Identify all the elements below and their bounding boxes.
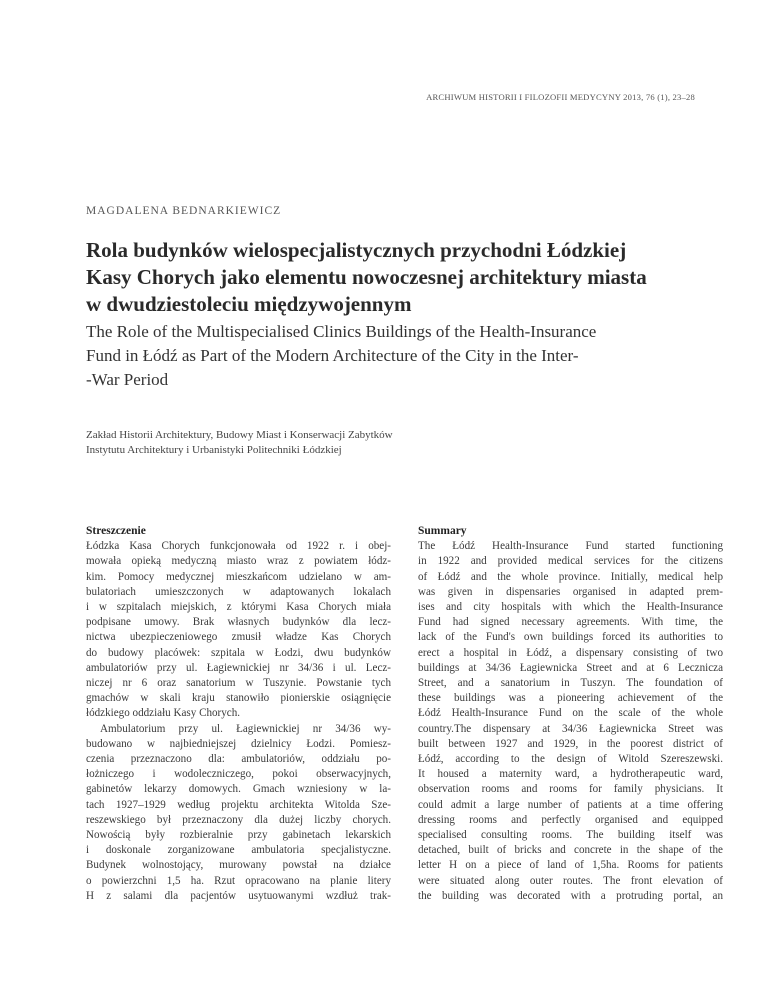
abstract-line: bulatoriach umieszczonych w adaptowanych lokalach <box>86 585 391 598</box>
abstract-line: Nowością były rozbieralnie przy gabinetach lekarskich <box>86 829 391 842</box>
abstract-line: in 1922 and provided medical services for the citizens <box>418 555 723 568</box>
abstract-line: H z salami dla pacjentów usytuowanymi wzdłuż trak- <box>86 889 391 902</box>
abstract-line: Łódź, according to the design of Witold Szereszewski. <box>418 753 723 766</box>
title-english-line: -War Period <box>86 370 169 389</box>
abstract-polish-heading: Streszczenie <box>86 525 146 537</box>
affiliation-line: Zakład Historii Architektury, Budowy Miast i Konserwacji Zabytków <box>86 429 393 441</box>
abstract-line: buildings at 34/36 Łagiewnicka Street and at 6 Lecznicza <box>418 661 723 674</box>
abstract-line: łożniczego i wodoleczniczego, pokoi obserwacyjnych, <box>86 768 391 781</box>
abstract-line: erect a hospital in Łódź, a dispensary consisting of two <box>418 646 723 659</box>
abstract-line: i doskonale zorganizowane ambulatoria specjalistyczne. <box>86 844 391 857</box>
abstract-line: kim. Pomocy medycznej mieszkańcom udzielano w am- <box>86 570 391 583</box>
abstract-line: lack of the Fund's own buildings forced its authorities to <box>418 631 723 644</box>
abstract-line: could admit a large number of patients at a time offering <box>418 798 723 811</box>
abstract-line: czenia przeznaczono dla: ambulatoriów, oddziału po- <box>86 753 391 766</box>
abstract-line: i w szpitalach miejskich, z którymi Kasa Chorych miała <box>86 601 391 614</box>
abstract-line: Łódzka Kasa Chorych funkcjonowała od 1922 r. i obej- <box>86 540 391 553</box>
abstract-line: the building was decorated with a protruding portal, an <box>418 889 723 902</box>
abstract-line: tach 1927–1929 według projektu architekta Witolda Sze- <box>86 798 391 811</box>
abstract-line: observation rooms and rooms for family physicians. It <box>418 783 723 796</box>
affiliation <box>86 428 706 458</box>
abstract-english-heading: Summary <box>418 525 467 537</box>
abstract-line: letter H on a piece of land of 1,5ha. Rooms for patients <box>418 859 723 872</box>
abstract-line: was given in dispensaries organised in adapted prem- <box>418 585 723 598</box>
abstract-line: detached, built of bricks and concrete in the shape of the <box>418 844 723 857</box>
abstract-line: gabinetów lekarzy domowych. Gmach wzniesiony w la- <box>86 783 391 796</box>
abstract-line: were situated along outer routes. The front elevation of <box>418 874 723 887</box>
abstract-line: o powierzchni 1,5 ha. Rzut opracowano na planie litery <box>86 874 391 887</box>
abstract-line: reszewskiego był przeznaczony dla dużej liczby chorych. <box>86 813 391 826</box>
abstract-line: budowano w najbiedniejszej dzielnicy Łodzi. Pomiesz- <box>86 737 391 750</box>
abstract-line: these buildings was a pioneering achievement of the <box>418 692 723 705</box>
abstract-line: mowała opieką medyczną miasto wraz z powiatem łódz- <box>86 555 391 568</box>
abstract-line: Łódź Health-Insurance Fund on the scale of the whole <box>418 707 723 720</box>
author-name: MAGDALENA BEDNARKIEWICZ <box>86 205 282 217</box>
abstract-line: niczej nr 6 oraz sanatorium w Tuszynie. Powstanie tych <box>86 677 391 690</box>
abstract-line: do budowy placówek: szpitala w Łodzi, dwu budynków <box>86 646 391 659</box>
title-polish-line: w dwudziestoleciu międzywojennym <box>86 292 412 316</box>
abstract-line: ambulatoriów przy ul. Łagiewnickiej nr 34/36 i ul. Lecz- <box>86 661 391 674</box>
running-head: ARCHIWUM HISTORII I FILOZOFII MEDYCYNY 2013, 76 (1), 23–28 <box>426 92 695 102</box>
title-english-line: The Role of the Multispecialised Clinics Buildings of the Health-Insurance <box>86 322 597 341</box>
title-english <box>86 320 706 392</box>
abstract-line: country.The dispensary at 34/36 Łagiewnicka Street was <box>418 722 723 735</box>
abstract-line: ises and city hospitals with which the Health-Insurance <box>418 601 723 614</box>
abstract-line: gmachów w skali kraju stanowiło pionierskie osiągnięcie <box>86 692 391 705</box>
abstract-line: Fund had signed necessary agreements. With time, the <box>418 616 723 629</box>
title-polish-line: Kasy Chorych jako elementu nowoczesnej architektury miasta <box>86 265 647 289</box>
abstract-line: built between 1927 and 1929, in the poorest district of <box>418 737 723 750</box>
abstract-line: Street, and a sanatorium in Tuszyn. The foundation of <box>418 677 723 690</box>
title-english-line: Fund in Łódź as Part of the Modern Architecture of the City in the Inter- <box>86 346 579 365</box>
abstract-line: specialised consulting rooms. The building itself was <box>418 829 723 842</box>
title-polish-line: Rola budynków wielospecjalistycznych przychodni Łódzkiej <box>86 238 627 262</box>
abstract-line: Ambulatorium przy ul. Łagiewnickiej nr 34/36 wy- <box>100 722 391 735</box>
abstract-line: łódzkiego oddziału Kasy Chorych. <box>86 707 241 720</box>
abstract-line: nictwa ubezpieczeniowego zmusił władze Kas Chorych <box>86 631 391 644</box>
abstract-english <box>418 524 723 904</box>
abstract-line: podpisane umowy. Brak własnych budynków dla lecz- <box>86 616 391 629</box>
abstract-line: The Łódź Health-Insurance Fund started functioning <box>418 540 723 553</box>
affiliation-line: Instytutu Architektury i Urbanistyki Politechniki Łódzkiej <box>86 444 342 456</box>
title-polish <box>86 237 706 318</box>
abstract-line: Budynek wolnostojący, murowany powstał na działce <box>86 859 391 872</box>
abstract-line: It housed a maternity ward, a hydrotherapeutic ward, <box>418 768 723 781</box>
abstract-polish <box>86 524 391 904</box>
abstract-line: dressing rooms and perfectly organised and equipped <box>418 813 723 826</box>
abstract-line: of Łódź and the whole province. Initially, medical help <box>418 570 723 583</box>
